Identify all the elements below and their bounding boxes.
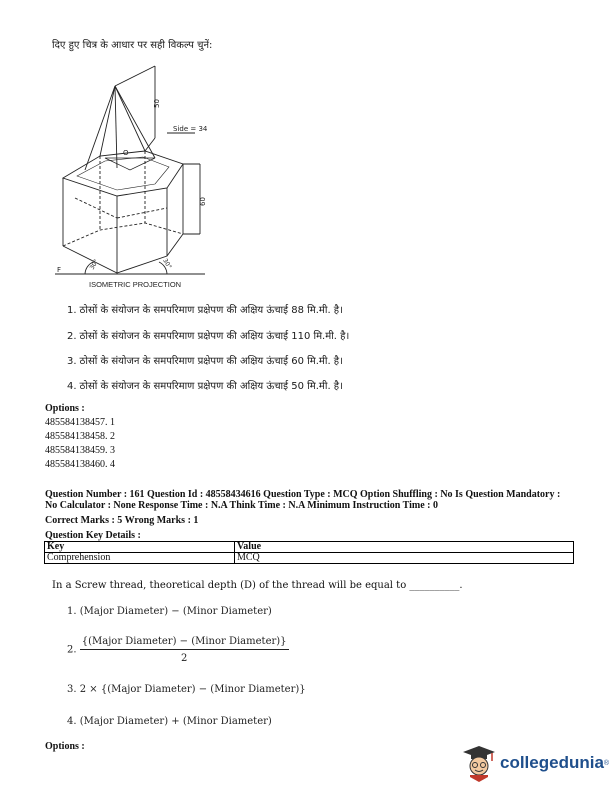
isometric-figure bbox=[55, 58, 225, 290]
graduate-mascot-icon bbox=[462, 744, 496, 782]
option-text: (Major Diameter) − (Minor Diameter) bbox=[79, 606, 272, 617]
option-number: 4. bbox=[67, 716, 77, 727]
angle-label-left: 30° bbox=[88, 258, 101, 271]
options-heading-2: Options : bbox=[45, 741, 85, 752]
table-cell: Comprehension bbox=[45, 553, 235, 564]
option-4 bbox=[67, 716, 272, 727]
watermark-text: collegedunia bbox=[500, 753, 604, 772]
option-text: 2 × {(Major Diameter) − (Minor Diameter)} bbox=[79, 684, 306, 695]
table-row bbox=[45, 553, 574, 564]
option-id-3: 485584138459. 3 bbox=[45, 445, 115, 456]
hindi-option-4: 4. ठोसों के संयोजन के समपरिमाण प्रक्षेपण की अक्षिय ऊंचाई 50 मि.मी. है। bbox=[67, 381, 343, 392]
option-id-2: 485584138458. 2 bbox=[45, 431, 115, 442]
options-heading: Options : bbox=[45, 403, 85, 414]
option-number: 2. bbox=[67, 644, 77, 656]
hindi-option-2: 2. ठोसों के संयोजन के समपरिमाण प्रक्षेपण की अक्षिय ऊंचाई 110 मि.मी. है। bbox=[67, 331, 350, 342]
option-text: (Major Diameter) + (Minor Diameter) bbox=[79, 716, 272, 727]
option-id-1: 485584138457. 1 bbox=[45, 417, 115, 428]
figure-caption: ISOMETRIC PROJECTION bbox=[89, 280, 182, 289]
collegedunia-logo bbox=[462, 744, 609, 782]
key-details-heading: Question Key Details : bbox=[45, 530, 141, 541]
angle-label-right: 30° bbox=[161, 257, 173, 271]
f-label: F bbox=[57, 266, 62, 274]
side-label: Side = 34 bbox=[173, 125, 208, 133]
dim-50-label: 50 bbox=[153, 99, 161, 108]
option-number: 3. bbox=[67, 684, 77, 695]
option-id-4: 485584138460. 4 bbox=[45, 459, 115, 470]
option-2 bbox=[67, 636, 289, 664]
dim-60-label: 60 bbox=[199, 197, 207, 206]
fraction bbox=[80, 636, 289, 664]
table-cell: MCQ bbox=[235, 553, 574, 564]
o-label: O bbox=[123, 149, 129, 157]
key-table bbox=[44, 541, 574, 564]
key-table-header: Key bbox=[45, 542, 235, 553]
registered-mark: ® bbox=[603, 759, 610, 767]
marks-line: Correct Marks : 5 Wrong Marks : 1 bbox=[45, 515, 199, 526]
question-prompt: दिए हुए चित्र के आधार पर सही विकल्प चुनें: bbox=[52, 40, 213, 51]
hindi-option-1: 1. ठोसों के संयोजन के समपरिमाण प्रक्षेपण की अक्षिय ऊंचाई 88 मि.मी. है। bbox=[67, 305, 343, 316]
option-1 bbox=[67, 606, 272, 617]
fraction-numerator: {(Major Diameter) − (Minor Diameter)} bbox=[80, 636, 289, 650]
question-meta-line2: No Calculator : None Response Time : N.A Think Time : N.A Minimum Instruction Time : 0 bbox=[45, 500, 438, 511]
option-number: 1. bbox=[67, 606, 77, 617]
hindi-option-3: 3. ठोसों के संयोजन के समपरिमाण प्रक्षेपण की अक्षिय ऊंचाई 60 मि.मी. है। bbox=[67, 356, 343, 367]
question-text: In a Screw thread, theoretical depth (D) of the thread will be equal to __________. bbox=[52, 580, 463, 591]
key-table-header-row bbox=[45, 542, 574, 553]
fraction-denominator: 2 bbox=[180, 653, 188, 664]
option-3 bbox=[67, 684, 306, 695]
key-table-header: Value bbox=[235, 542, 574, 553]
question-meta-line1: Question Number : 161 Question Id : 48558434616 Question Type : MCQ Option Shuffling : No Is Question Mandatory : bbox=[45, 489, 561, 500]
